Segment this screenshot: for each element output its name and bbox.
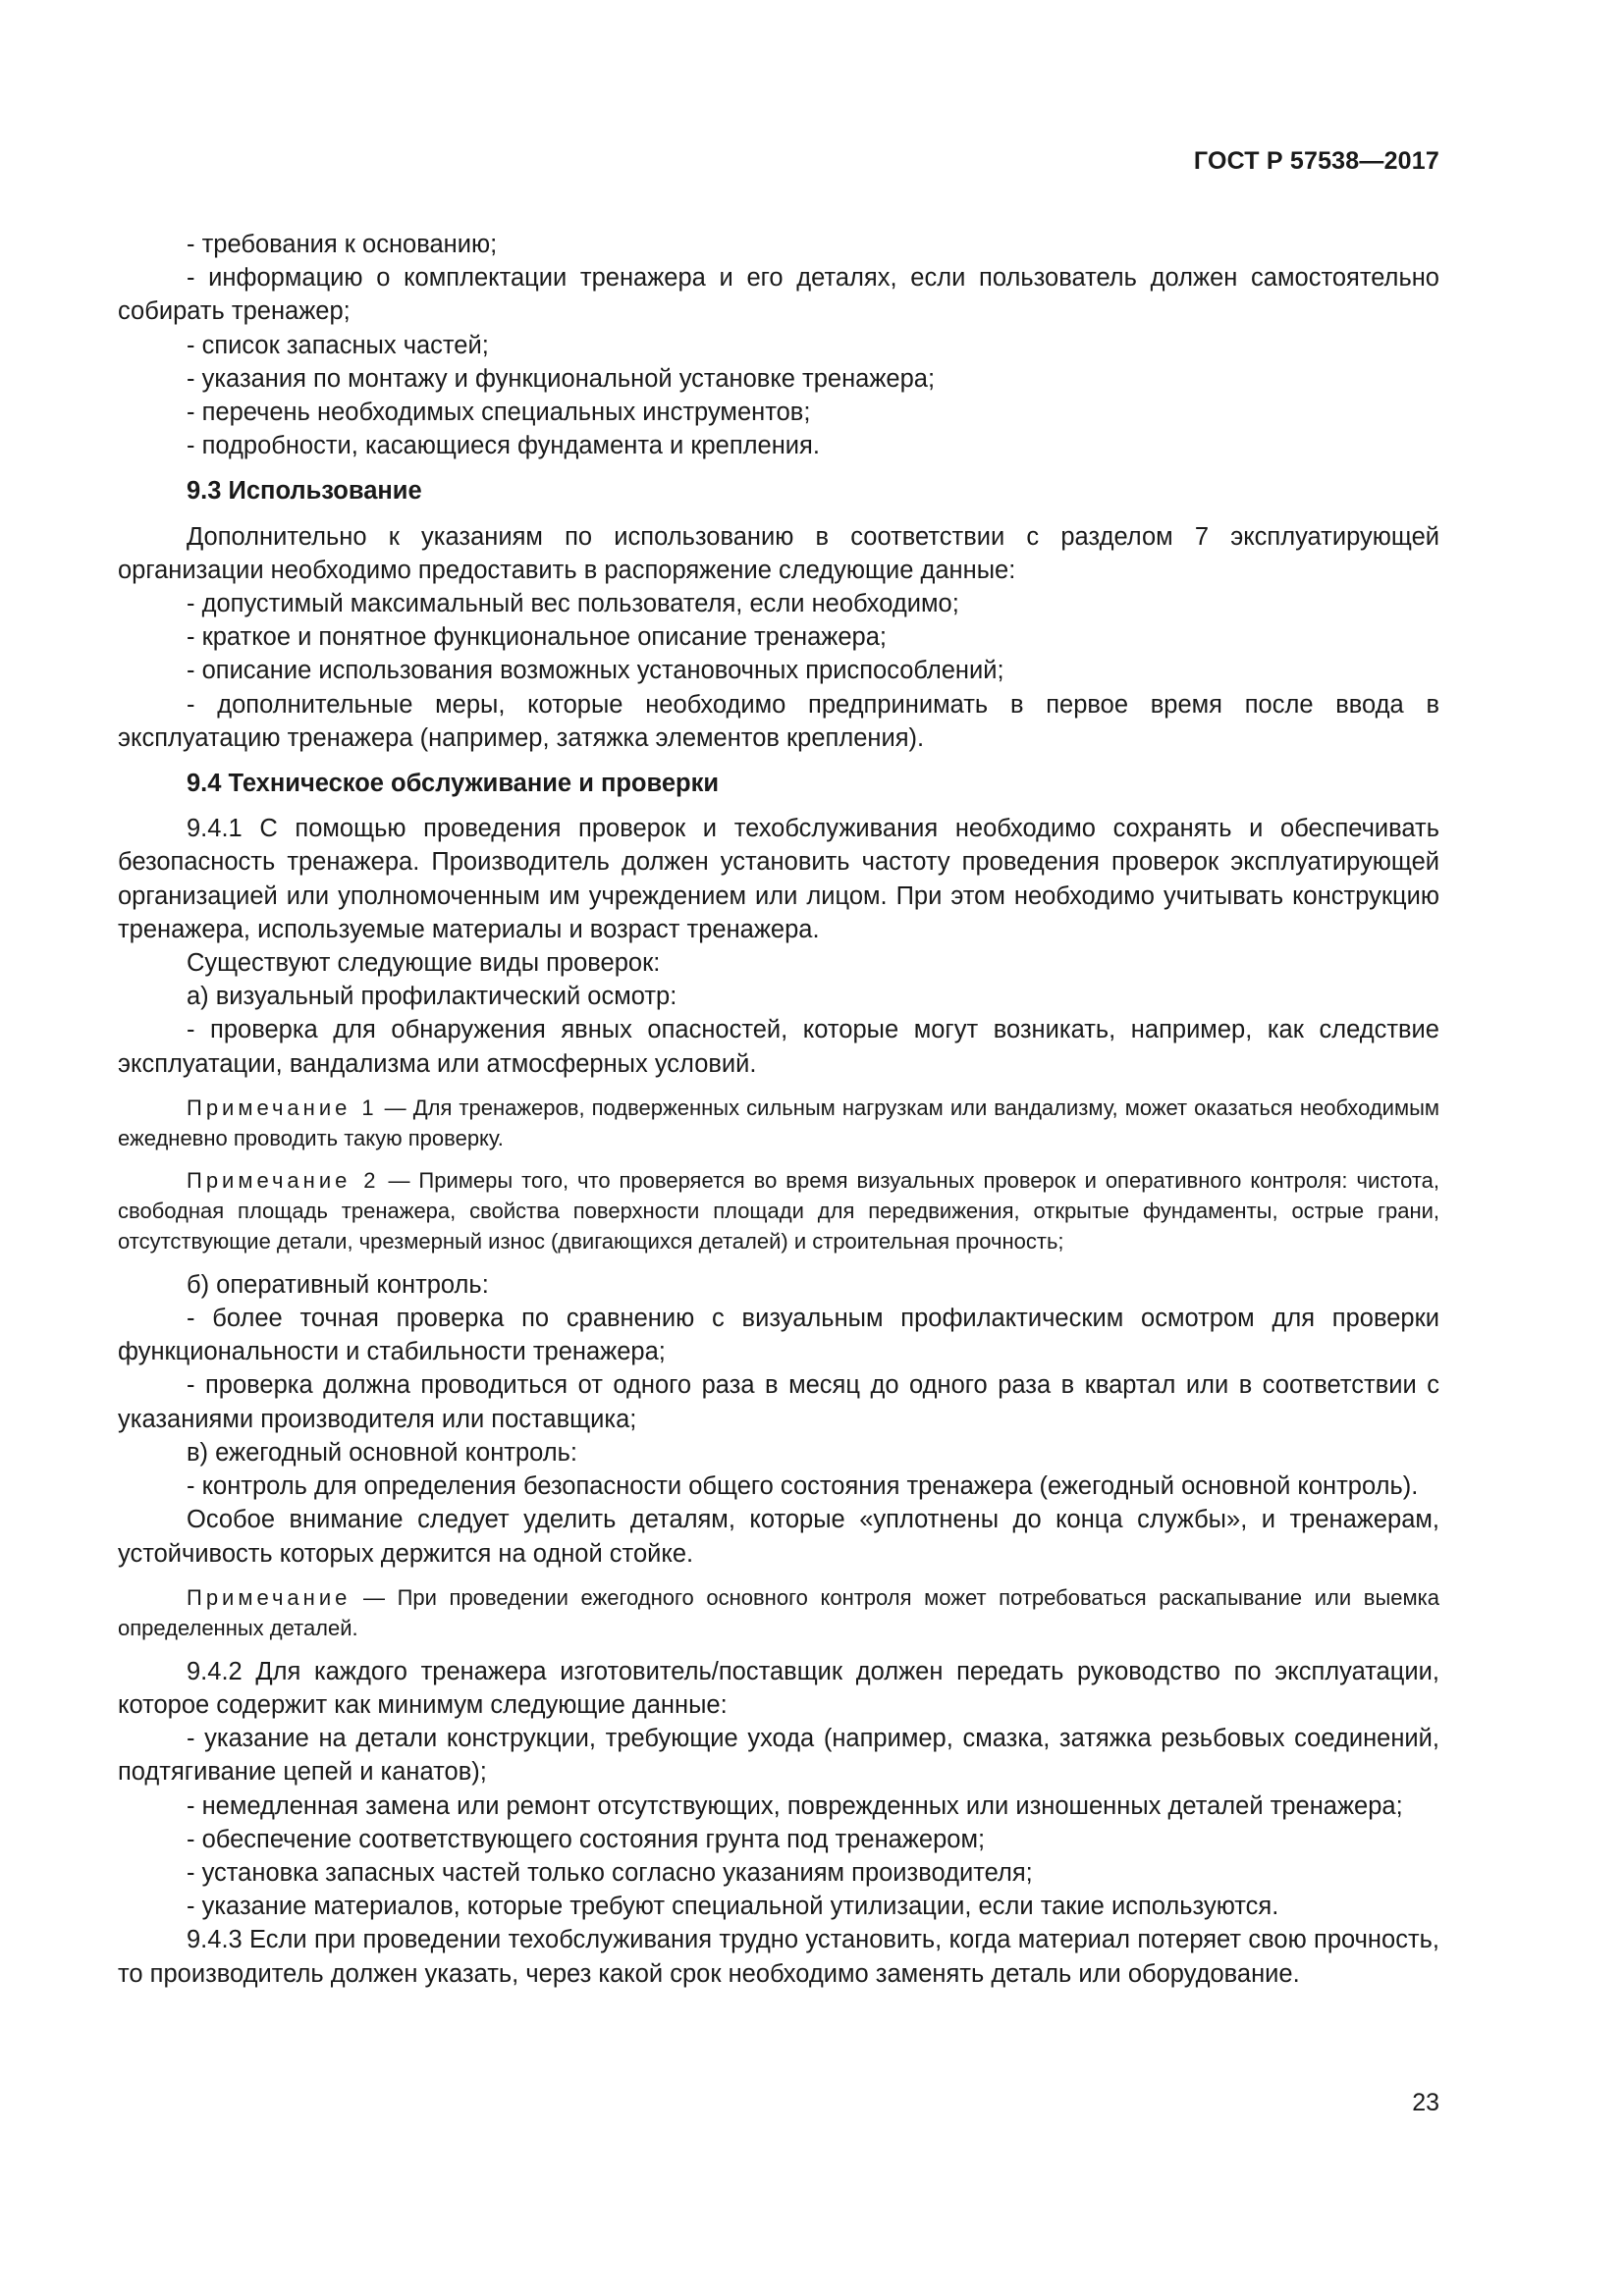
section-heading-9-4: 9.4 Техническое обслуживание и проверки: [187, 770, 720, 798]
page-number: 23: [1412, 2089, 1439, 2116]
list-item: - список запасных частей;: [187, 331, 489, 359]
list-item: - обеспечение соответствующего состояния грунта под тренажером;: [187, 1825, 986, 1853]
note: [118, 1165, 1439, 1256]
note-label: Примечание 2: [187, 1167, 380, 1193]
page-content: [118, 228, 1439, 1991]
list-item: - информацию о комплектации тренажера и его деталях, если пользователь должен самостоятельно собирать тренажер;: [118, 264, 1439, 326]
note-text: — Примеры того, что проверяется во время визуальных проверок и оперативного контроля: чистота, свободная площадь тренажера, свойства поверхности площади для передвижения, открытые фундаменты, острые грани, отсутствующие детали, чрезмерный износ (двигающихся деталей) и строительная прочность;: [118, 1167, 1439, 1254]
list-item: - допустимый максимальный вес пользователя, если необходимо;: [187, 590, 959, 618]
paragraph: 9.4.3 Если при проведении техобслуживания трудно установить, когда материал потеряет свою прочность, то производитель должен указать, через какой срок необходимо заменять деталь или оборудование.: [118, 1926, 1439, 1988]
list-item: - указание на детали конструкции, требующие ухода (например, смазка, затяжка резьбовых соединений, подтягивание цепей и канатов);: [118, 1725, 1439, 1787]
note-text: — Для тренажеров, подверженных сильным нагрузкам или вандализму, может оказаться необходимым ежедневно проводить такую проверку.: [118, 1095, 1440, 1150]
list-item: - проверка должна проводиться от одного раза в месяц до одного раза в квартал или в соответствии с указаниями производителя или поставщика;: [118, 1371, 1439, 1433]
list-item: - краткое и понятное функциональное описание тренажера;: [187, 623, 887, 652]
note-label: Примечание 1: [187, 1095, 378, 1120]
section-heading-9-3: 9.3 Использование: [187, 477, 422, 506]
list-item: - более точная проверка по сравнению с визуальным профилактическим осмотром для проверки функциональности и стабильности тренажера;: [118, 1305, 1439, 1366]
list-item: - немедленная замена или ремонт отсутствующих, поврежденных или изношенных деталей тренажера;: [187, 1791, 1403, 1820]
list-item: - описание использования возможных установочных приспособлений;: [187, 657, 1004, 685]
list-item: - требования к основанию;: [187, 231, 498, 258]
paragraph: 9.4.1 С помощью проведения проверок и техобслуживания необходимо сохранять и обеспечивать безопасность тренажера. Производитель должен установить частоту проведения проверок эксплуатирующей организацией или уполномоченным им учреждением или лицом. При этом необходимо учитывать конструкцию тренажера, используемые материалы и возраст тренажера.: [118, 815, 1439, 943]
list-label: б) оперативный контроль:: [187, 1270, 489, 1299]
paragraph: Дополнительно к указаниям по использованию в соответствии с разделом 7 эксплуатирующей организации необходимо предоставить в распоряжение следующие данные:: [118, 522, 1439, 584]
list-item: - контроль для определения безопасности общего состояния тренажера (ежегодный основной контроль).: [187, 1472, 1419, 1501]
note: [118, 1582, 1439, 1643]
list-item: - перечень необходимых специальных инструментов;: [187, 399, 811, 427]
paragraph: 9.4.2 Для каждого тренажера изготовитель/поставщик должен передать руководство по эксплуатации, которое содержит как минимум следующие данные:: [118, 1657, 1439, 1719]
note: [118, 1093, 1439, 1153]
list-item: - указание материалов, которые требуют специальной утилизации, если такие используются.: [187, 1893, 1279, 1921]
list-item: - подробности, касающиеся фундамента и крепления.: [187, 432, 820, 460]
document-code: ГОСТ Р 57538—2017: [1193, 147, 1439, 175]
list-item: - установка запасных частей только согласно указаниям производителя;: [187, 1858, 1033, 1887]
paragraph: Особое внимание следует уделить деталям, которые «уплотнены до конца службы», и тренажерам, устойчивость которых держится на одной стойке.: [118, 1506, 1439, 1568]
list-label: а) визуальный профилактический осмотр:: [187, 983, 677, 1011]
list-label: в) ежегодный основной контроль:: [187, 1438, 578, 1467]
paragraph: Существуют следующие виды проверок:: [187, 949, 661, 978]
list-item: - дополнительные меры, которые необходимо предпринимать в первое время после ввода в эксплуатацию тренажера (например, затяжка элементов крепления).: [118, 690, 1439, 752]
note-label: Примечание: [187, 1584, 352, 1610]
list-item: - проверка для обнаружения явных опасностей, которые могут возникать, например, как следствие эксплуатации, вандализма или атмосферных условий.: [118, 1016, 1439, 1078]
note-text: — При проведении ежегодного основного контроля может потребоваться раскапывание или выемка определенных деталей.: [118, 1584, 1439, 1640]
list-item: - указания по монтажу и функциональной установке тренажера;: [187, 364, 936, 393]
